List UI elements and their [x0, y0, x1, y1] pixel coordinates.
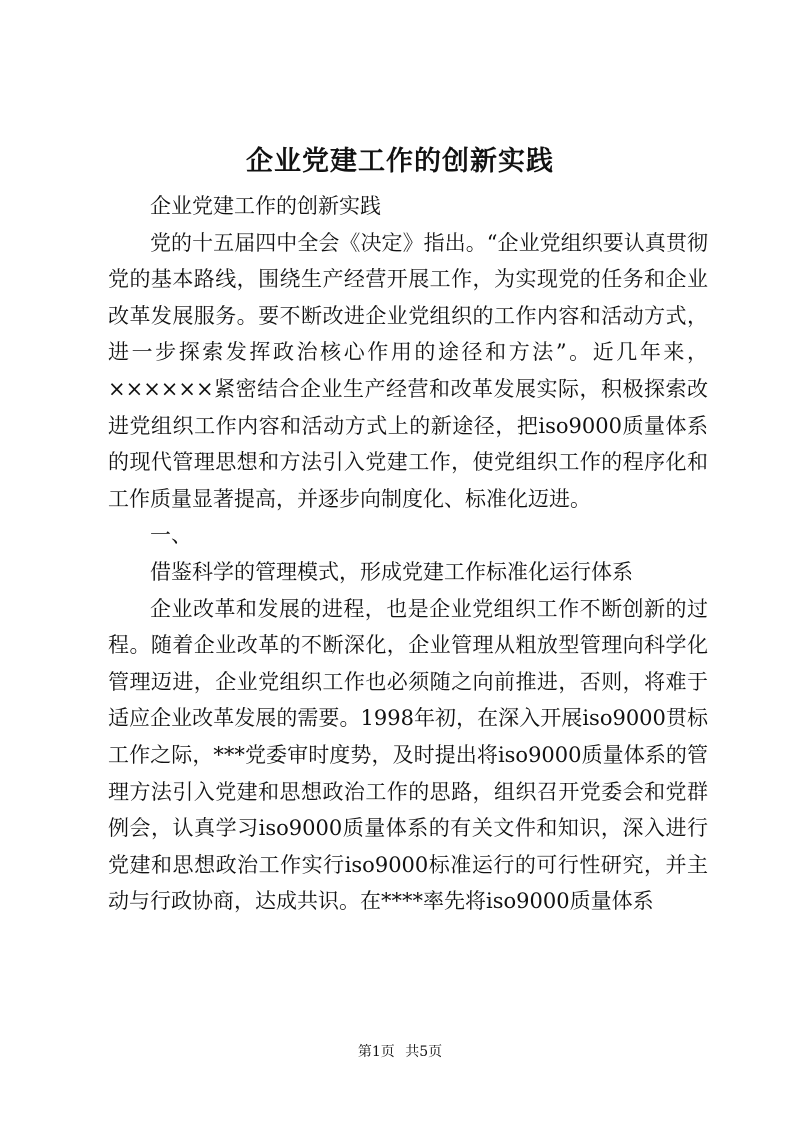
page-footer [0, 1042, 800, 1062]
page-number: 第1页 [357, 1044, 395, 1060]
document-body [108, 188, 708, 920]
body-paragraph: 党的十五届四中全会《决定》指出。“企业党组织要认真贯彻党的基本路线，围绕生产经营开展工作，为实现党的任务和企业改革发展服务。要不断改进企业党组织的工作内容和活动方式，进一步探索发挥政治核心作用的途径和方法”。近几年来，××××××紧密结合企业生产经营和改革发展实际，积极探索改进党组织工作内容和活动方式上的新途径，把iso9000质量体系的现代管理思想和方法引入党建工作，使党组织工作的程序化和工作质量显著提高，并逐步向制度化、标准化迈进。 [108, 230, 708, 511]
document-title: 企业党建工作的创新实践 [246, 146, 554, 177]
page-total: 共5页 [405, 1044, 443, 1060]
body-paragraph: 企业改革和发展的进程，也是企业党组织工作不断创新的过程。随着企业改革的不断深化，企业管理从粗放型管理向科学化管理迈进，企业党组织工作也必须随之向前推进，否则，将难于适应企业改革发展的需要。1998年初，在深入开展iso9000贯标工作之际，***党委审时度势，及时提出将iso9000质量体系的管理方法引入党建和思想政治工作的思路，组织召开党委会和党群例会，认真学习iso9000质量体系的有关文件和知识，深入进行党建和思想政治工作实行iso9000标准运行的可行性研究，并主动与行政协商，达成共识。在****率先将iso9000质量体系 [108, 596, 708, 914]
section-number: 一、 [150, 523, 192, 548]
subtitle-paragraph: 企业党建工作的创新实践 [150, 194, 381, 218]
section-heading: 借鉴科学的管理模式，形成党建工作标准化运行体系 [150, 559, 633, 584]
